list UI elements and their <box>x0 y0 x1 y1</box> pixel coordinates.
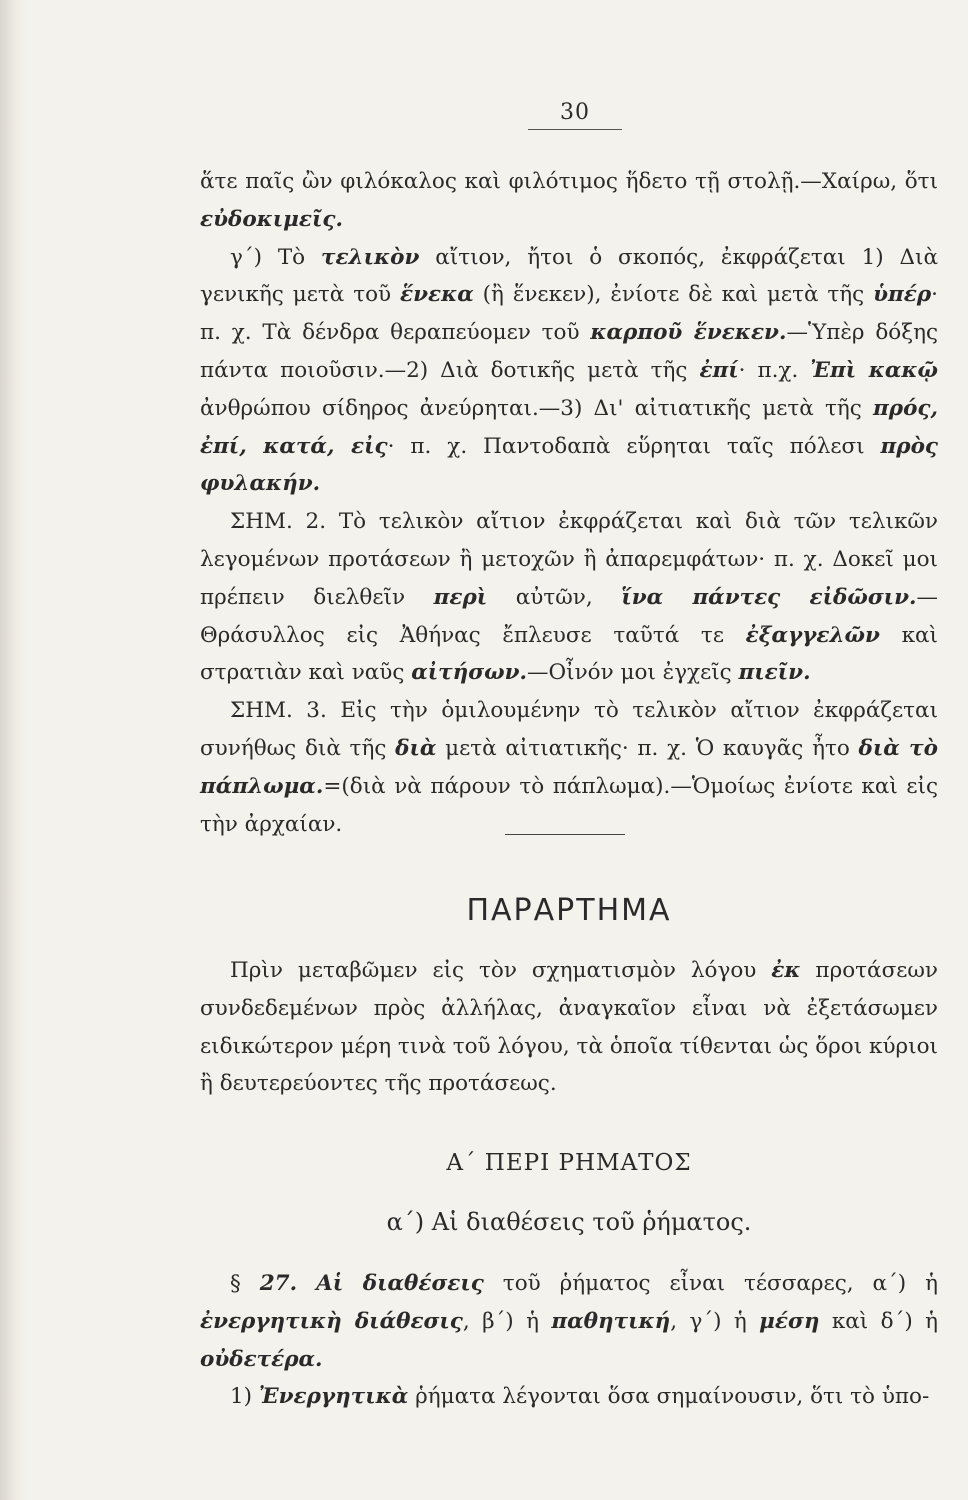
body-text-run: 1) <box>230 1384 259 1410</box>
body-text-run: μετὰ αἰτιατικῆς· π. χ. Ὁ καυγᾶς ἦτο <box>436 735 859 761</box>
body-text-run: · π.χ. <box>738 357 811 383</box>
emphasis-text: πρὸς φυλακήν. <box>200 433 938 497</box>
body-text-run: · π. χ. Παντοδαπὰ εὕρηται ταῖς πόλεσι <box>387 433 881 459</box>
body-text-run <box>297 1271 316 1296</box>
emphasis-text: ὑπέρ <box>873 282 932 308</box>
appendix-heading: ΠΑΡΑΡΤΗΜΑ <box>466 893 672 928</box>
paragraph-continuation <box>200 163 938 239</box>
paragraph-appendix-intro <box>200 952 938 1103</box>
section-heading: α΄) Αἱ διαθέσεις τοῦ ῥήματος. <box>386 1208 752 1236</box>
emphasis-text: ἐκ <box>771 958 801 983</box>
paragraph-note-3 <box>200 692 938 843</box>
paragraph-section-27 <box>200 1265 938 1378</box>
body-text-run: =(διὰ νὰ πάρουν τὸ πάπλωμα).—Ὁμοίως ἐνίοτε καὶ εἰς τὴν ἀρχαίαν. <box>200 773 938 837</box>
emphasis-text: ἕνεκα <box>400 282 474 308</box>
body-text-run: Πρὶν μεταβῶμεν εἰς τὸν σχηματισμὸν λόγου <box>230 958 772 983</box>
body-text-run: καὶ στρατιὰν καὶ ναῦς <box>200 622 938 686</box>
body-text-run: ΣΗΜ. 2. Τὸ τελικὸν αἴτιον ἐκφράζεται καὶ διὰ τῶν τελικῶν λεγομένων προτάσεων ἢ μετοχῶν ἢ ἀπαρεμφάτων· π. χ. Δοκεῖ μοι πρέπειν διελθεῖν <box>200 509 938 610</box>
emphasis-text: Ἐπὶ κακῷ <box>810 357 938 383</box>
emphasis-text: τελικὸν <box>321 244 420 270</box>
emphasis-text: πρός, ἐπί, κατά, εἰς <box>200 395 938 459</box>
body-text-run: ΣΗΜ. 3. Εἰς τὴν ὁμιλουμένην τὸ τελικὸν αἴτιον ἐκφράζεται συνήθως διὰ τῆς <box>200 698 938 761</box>
emphasis-text: πιεῖν. <box>738 660 811 686</box>
body-text-top <box>200 163 938 843</box>
body-text-run: αὐτῶν, <box>487 584 622 610</box>
section-separator <box>505 834 625 835</box>
paragraph-final-cause <box>200 239 938 504</box>
chapter-heading: Α΄ ΠΕΡΙ ΡΗΜΑΤΟΣ <box>446 1150 692 1176</box>
page-number-rule <box>528 129 622 130</box>
body-text-run: · π. χ. Τὰ δένδρα θεραπεύομεν τοῦ <box>200 282 938 346</box>
body-text-run: , β΄) ἡ <box>462 1308 552 1334</box>
emphasis-text: παθητική <box>551 1308 671 1334</box>
emphasis-text: μέση <box>759 1308 820 1334</box>
body-text-run: —Οἶνόν μοι ἐγχεῖς <box>527 660 739 686</box>
paragraph-active-verbs <box>200 1378 938 1416</box>
page-number: 30 <box>560 100 590 125</box>
body-text-run: προτάσεων συνδεδεμένων πρὸς ἀλλήλας, ἀναγκαῖον εἶναι νὰ ἐξετάσωμεν ειδικώτερον μέρη τινὰ τοῦ λόγου, τὰ ὁποῖα τίθενται ὡς ὅροι κύριοι ἢ δευτερεύοντες τῆς προτάσεως. <box>200 958 938 1097</box>
body-text-run: (ἢ ἕνεκεν), ἐνίοτε δὲ καὶ μετὰ τῆς <box>473 282 874 308</box>
emphasis-text: οὐδετέρα. <box>200 1346 323 1372</box>
emphasis-text: Αἱ διαθέσεις <box>316 1271 484 1296</box>
emphasis-text: ἵνα πάντες εἰδῶσιν. <box>621 584 917 610</box>
emphasis-text: περὶ <box>433 584 488 610</box>
body-text-run: — Θράσυλλος εἰς Ἀθήνας ἔπλευσε ταῦτά τε <box>200 584 938 648</box>
body-text-run: γ΄) Τὸ <box>230 244 321 270</box>
emphasis-text: 27. <box>259 1271 298 1296</box>
emphasis-text: ἐπί <box>699 357 739 383</box>
emphasis-text: ἐξαγγελῶν <box>745 622 880 648</box>
body-text-run: καὶ δ΄) ἡ <box>819 1308 938 1334</box>
body-text-run: , γ΄) ἡ <box>670 1308 760 1334</box>
body-text-run: αἴτιον, ἤτοι ὁ σκοπός, ἐκφράζεται 1) Διὰ γενικῆς μετὰ τοῦ <box>200 244 938 308</box>
section-text <box>200 1265 938 1416</box>
emphasis-text: διὰ τὸ πάπλωμα. <box>200 735 938 799</box>
emphasis-text: καρποῦ ἕνεκεν. <box>590 320 787 346</box>
body-text-run: ῥήματα λέγονται ὅσα σημαίνουσιν, ὅτι τὸ ὑπο- <box>408 1384 930 1410</box>
body-text-run: —Ὑπὲρ δόξης πάντα ποιοῦσιν.—2) Διὰ δοτικῆς μετὰ τῆς <box>200 320 938 383</box>
emphasis-text: εὐδοκιμεῖς. <box>200 206 343 232</box>
emphasis-text: διὰ <box>395 735 437 761</box>
emphasis-text: ἐνεργητικὴ διάθεσις <box>200 1308 463 1334</box>
paragraph-note-2 <box>200 503 938 692</box>
body-text-run: τοῦ ῥήματος εἶναι τέσσαρες, α΄) ἡ <box>483 1271 938 1296</box>
body-text-run: ἅτε παῖς ὢν φιλόκαλος καὶ φιλότιμος ἥδετο τῇ στολῇ.—Χαίρω, ὅτι <box>200 169 938 194</box>
body-text-run: § <box>230 1271 260 1296</box>
emphasis-text: αἰτήσων. <box>411 660 528 686</box>
page-edge-shadow <box>0 0 26 1500</box>
body-text-run: ἀνθρώπου σίδηρος ἀνεύρηται.—3) Δι' αἰτιατικῆς μετὰ τῆς <box>200 395 874 421</box>
emphasis-text: Ἐνεργητικὰ <box>258 1384 409 1410</box>
appendix-text <box>200 952 938 1103</box>
